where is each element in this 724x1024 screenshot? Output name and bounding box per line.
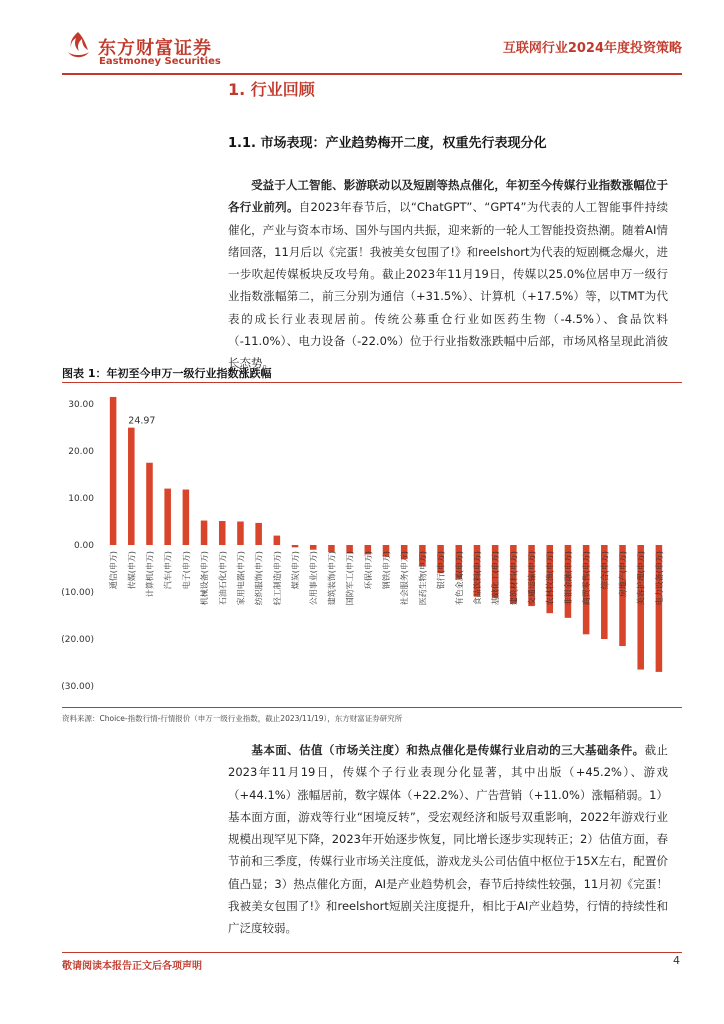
figure-title: 图表 1：年初至今申万一级行业指数涨跌幅: [62, 367, 272, 380]
x-category-label: 美容护理(申万): [636, 551, 646, 606]
bar-chart: [56, 384, 676, 706]
x-category-label: 社会服务(申万): [400, 551, 410, 606]
y-tick-label: 20.00: [68, 447, 94, 457]
x-category-label: 建筑装饰(申万): [327, 551, 337, 606]
eastmoney-logo-icon: [62, 30, 94, 62]
section-heading: 1. 行业回顾: [228, 80, 315, 99]
header-divider: [62, 73, 682, 75]
y-tick-label: (20.00): [61, 635, 94, 645]
report-title: 互联网行业2024年度投资策略: [502, 41, 682, 56]
paragraph-market-performance: [228, 174, 668, 375]
x-category-label: 通信(申万): [109, 551, 119, 590]
y-tick-label: 10.00: [68, 494, 94, 504]
x-category-label: 石油石化(申万): [218, 551, 228, 606]
footer-divider: [62, 952, 682, 953]
page-header: [0, 0, 724, 75]
bar-4: [164, 489, 171, 545]
x-category-label: 有色金属(申万): [454, 551, 464, 606]
figure-bottom-rule: [62, 707, 682, 708]
x-category-label: 建筑材料(申万): [509, 551, 519, 606]
x-category-label: 房地产(申万): [618, 551, 628, 598]
data-label: 24.97: [128, 415, 156, 427]
x-category-label: 煤炭(申万): [291, 551, 301, 590]
paragraph-drivers: [228, 739, 668, 940]
x-category-label: 电子(申万): [181, 551, 191, 590]
bar-10: [274, 536, 281, 545]
bar-2: [128, 428, 135, 545]
disclaimer-notice: 敬请阅读本报告正文后各项声明: [62, 961, 202, 972]
bar-5: [183, 490, 190, 545]
y-tick-label: (30.00): [61, 682, 94, 692]
x-category-label: 交通运输(申万): [527, 551, 537, 606]
y-tick-label: 30.00: [68, 400, 94, 410]
x-category-label: 银行(申万): [436, 551, 446, 590]
x-category-label: 环保(申万): [363, 551, 373, 590]
x-category-label: 非银金融(申万): [563, 551, 573, 606]
paragraph-body: 截止2023年11月19日，传媒个子行业表现分化显著，其中出版（+45.2%）、游戏（+44.1%）涨幅居前，数字媒体（+22.2%）、广告营销（+11.0%）涨幅稍弱。1）基本面方面，游戏等行业“困境反转”，受宏观经济和版号双重影响，2022年游戏行业规模出现罕见下降，2023年开始逐步恢复，同比增长逐步实现转正；2）估值方面，春节前和三季度，传媒行业市场关注度低，游戏龙头公司估值中枢位于15X左右，配置价值凸显；3）热点催化方面，AI是产业趋势机会，春节后持续性较强，11月初《完蛋！我被美女包围了!》和reelshort短剧关注度提升，相比于AI产业趋势，行情的持续性和广泛度较弱。: [228, 743, 669, 936]
bar-12: [310, 545, 317, 550]
x-category-label: 公用事业(申万): [309, 551, 319, 606]
x-category-label: 综合(申万): [600, 551, 610, 590]
paragraph-lead: 基本面、估值（市场关注度）和热点催化是传媒行业启动的三大基础条件。: [251, 743, 645, 757]
x-category-label: 轻工制造(申万): [272, 551, 282, 606]
x-category-label: 基础化工(申万): [491, 551, 501, 606]
x-category-label: 纺织服饰(申万): [254, 551, 264, 606]
y-tick-label: (10.00): [61, 588, 94, 598]
bar-7: [219, 521, 226, 545]
bar-1: [110, 397, 117, 545]
x-category-label: 电力设备(申万): [654, 551, 664, 606]
x-category-label: 计算机(申万): [145, 551, 155, 598]
x-category-label: 钢铁(申万): [382, 551, 391, 590]
bar-3: [146, 463, 153, 545]
figure-source: 资料来源：Choice-指数行情-行情报价（申万一级行业指数，截止2023/11/19），东方财富证券研究所: [62, 714, 403, 723]
bar-13: [328, 545, 335, 552]
x-category-label: 国防军工(申万): [345, 551, 355, 606]
bar-8: [237, 522, 244, 546]
subsection-heading: 1.1. 市场表现：产业趋势梅开二度，权重先行表现分化: [228, 136, 547, 151]
x-category-label: 医药生物(申万): [418, 551, 428, 606]
x-category-label: 家用电器(申万): [236, 551, 246, 606]
paragraph-body: 自2023年春节后，以“ChatGPT”、“GPT4”为代表的人工智能事件持续催化，产业与资本市场、国外与国内共振，迎来新的一轮人工智能投资热潮。随着AI情绪回落，11月后以《完蛋！我被美女包围了!》和reelshort为代表的短剧概念爆火，进一步吹起传媒板块反攻号角。截止2023年11月19日，传媒以25.0%位居申万一级行业指数涨幅第二，前三分别为通信（+31.5%）、计算机（+17.5%）等，以TMT为代表的成长行业表现居前。传统公募重仓行业如医药生物（-4.5%）、食品饮料（-11.0%）、电力设备（-22.0%）位于行业指数涨跌幅中后部，市场风格呈现此消彼长态势。: [228, 200, 668, 371]
brand-name-cn: 东方财富证券: [98, 38, 212, 59]
x-category-label: 汽车(申万): [163, 551, 173, 590]
x-category-label: 机械设备(申万): [200, 551, 210, 606]
page-number: 4: [673, 954, 680, 967]
bar-9: [255, 523, 262, 545]
y-tick-label: 0.00: [73, 541, 94, 551]
x-category-label: 商贸零售(申万): [582, 551, 592, 606]
x-category-label: 农林牧渔(申万): [545, 551, 555, 606]
bar-11: [292, 545, 299, 547]
x-category-label: 食品饮料(申万): [472, 551, 482, 606]
bar-6: [201, 521, 208, 545]
figure-top-rule: [62, 382, 682, 383]
paragraph-lead: 受益于人工智能、影游联动以及短剧等热点催化，年初至今传媒行业指数涨幅位于各行业前列。: [228, 178, 668, 215]
brand-name-en: Eastmoney Securities: [99, 56, 221, 67]
x-category-label: 传媒(申万): [127, 551, 137, 590]
